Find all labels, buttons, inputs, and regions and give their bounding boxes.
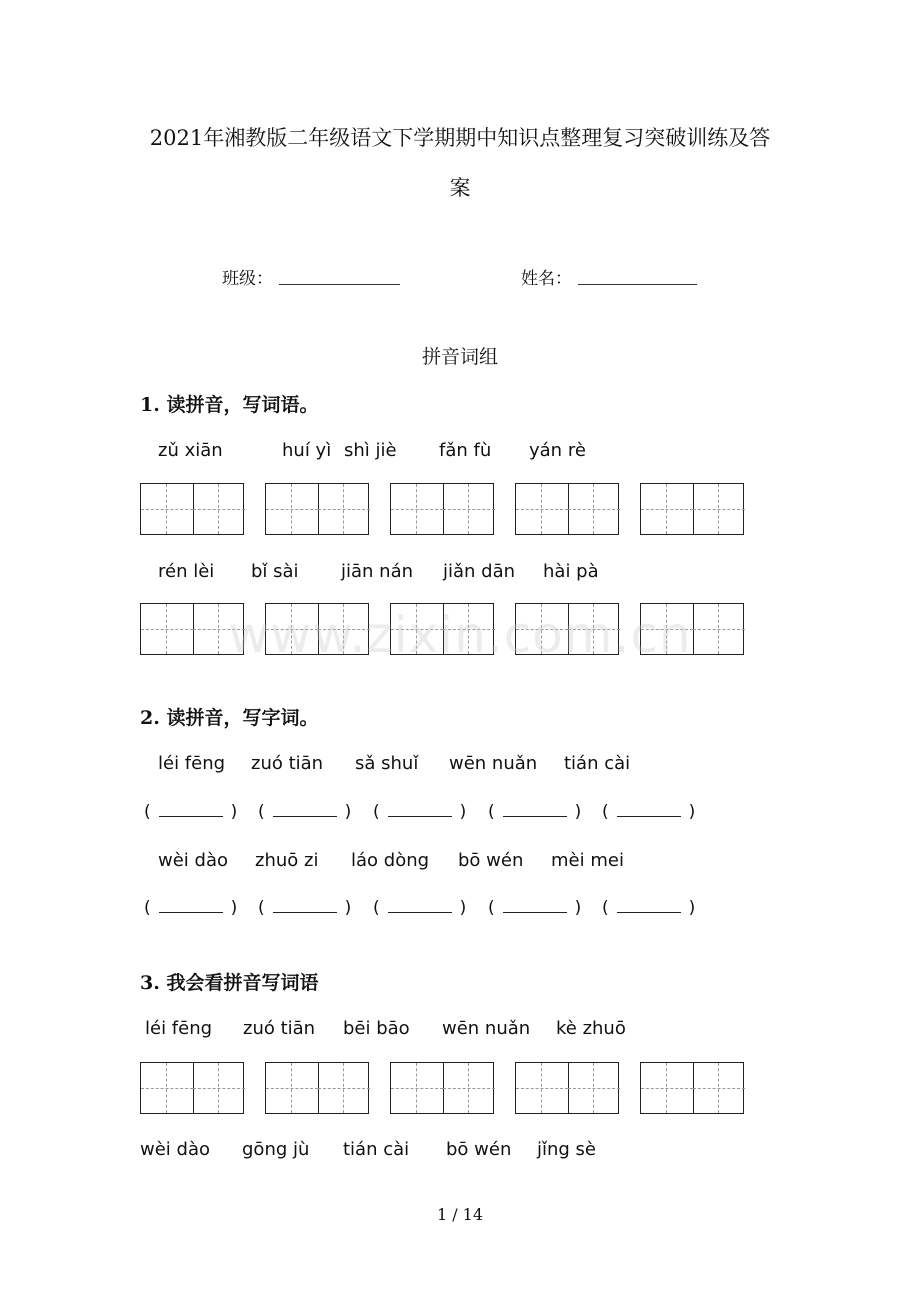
pinyin: rén lèi [158, 561, 215, 582]
paren-close: ) [574, 898, 582, 918]
name-label: 姓名： [521, 269, 572, 289]
paren-close: ) [574, 802, 582, 822]
pinyin: wèi dào [140, 1139, 210, 1160]
class-label: 班级： [222, 269, 273, 289]
pinyin: bō wén [446, 1139, 512, 1160]
pinyin: sǎ shuǐ [355, 753, 419, 774]
pinyin: jiǎn dān [443, 561, 516, 582]
paren-open: ( [373, 802, 380, 822]
answer-blank[interactable] [488, 802, 581, 822]
answer-blank[interactable] [602, 802, 695, 822]
paren-open: ( [144, 802, 151, 822]
question-3-heading: 3. 我会看拼音写词语 [140, 972, 319, 994]
pinyin: wēn nuǎn [442, 1018, 531, 1039]
writing-grid[interactable] [515, 1062, 619, 1114]
pinyin: jǐng sè [537, 1139, 597, 1160]
answer-blank[interactable] [258, 802, 351, 822]
writing-grid[interactable] [390, 1062, 494, 1114]
pinyin: yán rè [529, 440, 586, 461]
paren-close: ) [459, 898, 467, 918]
pinyin: kè zhuō [556, 1018, 626, 1039]
writing-grid[interactable] [265, 1062, 369, 1114]
watermark: www.zixin.com.cn [228, 606, 692, 664]
paren-close: ) [688, 802, 696, 822]
paren-open: ( [488, 898, 495, 918]
answer-blank[interactable] [373, 898, 466, 918]
writing-grid[interactable] [515, 483, 619, 535]
paren-close: ) [230, 898, 238, 918]
doc-title-line1: 2021年湘教版二年级语文下学期期中知识点整理复习突破训练及答 [149, 126, 771, 150]
writing-grid[interactable] [265, 483, 369, 535]
paren-close: ) [344, 898, 352, 918]
pinyin: bǐ sài [251, 561, 299, 582]
writing-grid[interactable] [140, 483, 244, 535]
writing-grid[interactable] [640, 483, 744, 535]
pinyin: zǔ xiān [158, 440, 223, 461]
pinyin: shì jiè [344, 440, 397, 461]
writing-grid[interactable] [390, 483, 494, 535]
pinyin: léi fēng [158, 753, 226, 774]
paren-close: ) [688, 898, 696, 918]
writing-grid[interactable] [640, 1062, 744, 1114]
name-field[interactable] [578, 284, 697, 285]
answer-blank[interactable] [488, 898, 581, 918]
paren-open: ( [373, 898, 380, 918]
pinyin: tián cài [343, 1139, 410, 1160]
pinyin: bēi bāo [343, 1018, 410, 1039]
paren-close: ) [230, 802, 238, 822]
pinyin: léi fēng [145, 1018, 213, 1039]
paren-close: ) [344, 802, 352, 822]
answer-blank[interactable] [373, 802, 466, 822]
pinyin: zuó tiān [243, 1018, 316, 1039]
paren-open: ( [602, 802, 609, 822]
pinyin: fǎn fù [439, 440, 492, 461]
paren-open: ( [258, 898, 265, 918]
paren-close: ) [459, 802, 467, 822]
pinyin: zhuō zi [255, 850, 319, 871]
pinyin: bō wén [458, 850, 524, 871]
question-1-heading: 1. 读拼音，写词语。 [140, 394, 319, 416]
pinyin: zuó tiān [251, 753, 324, 774]
class-field[interactable] [279, 284, 400, 285]
pinyin: hài pà [543, 561, 599, 582]
answer-blank[interactable] [144, 898, 237, 918]
pinyin: gōng jù [242, 1139, 310, 1160]
question-2-heading: 2. 读拼音，写字词。 [140, 707, 319, 729]
answer-blank[interactable] [602, 898, 695, 918]
pinyin: mèi mei [551, 850, 624, 871]
pinyin: láo dòng [351, 850, 430, 871]
paren-open: ( [488, 802, 495, 822]
doc-title-line2: 案 [449, 176, 471, 200]
paren-open: ( [602, 898, 609, 918]
writing-grid[interactable] [140, 1062, 244, 1114]
pinyin: tián cài [564, 753, 631, 774]
pinyin: jiān nán [341, 561, 414, 582]
paren-open: ( [144, 898, 151, 918]
pinyin: huí yì [282, 440, 332, 461]
answer-blank[interactable] [258, 898, 351, 918]
pinyin: wēn nuǎn [449, 753, 538, 774]
answer-blank[interactable] [144, 802, 237, 822]
paren-open: ( [258, 802, 265, 822]
pinyin: wèi dào [158, 850, 228, 871]
page-number: 1 / 14 [436, 1205, 484, 1224]
section-title: 拼音词组 [421, 346, 498, 368]
